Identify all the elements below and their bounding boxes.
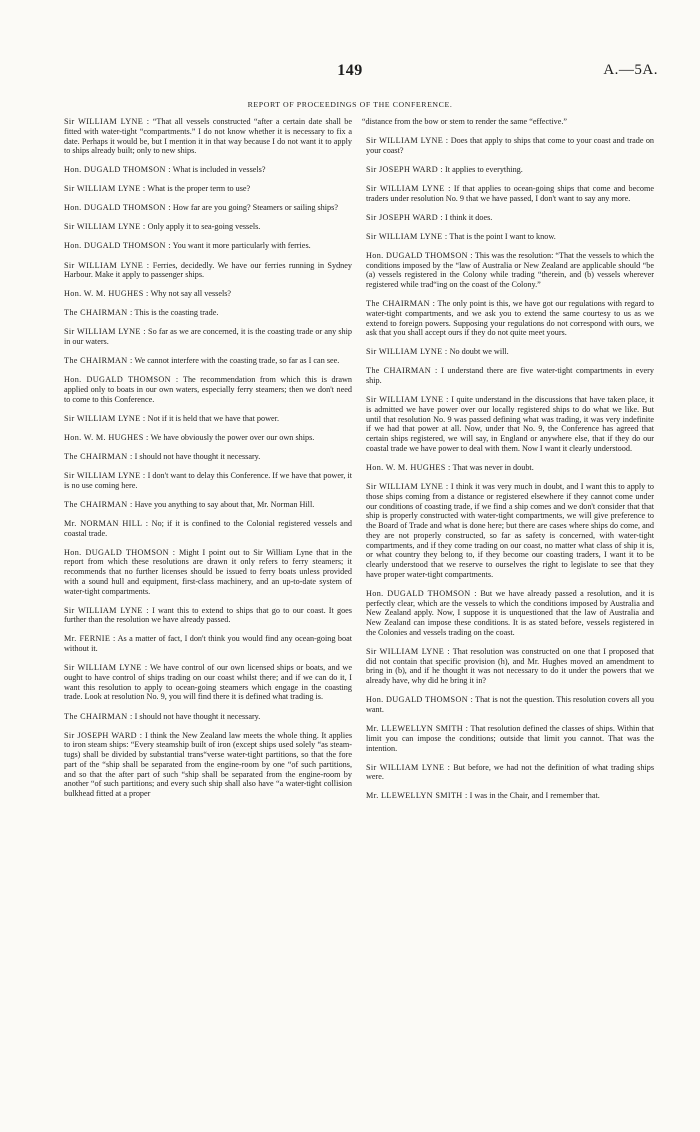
page-number: 149 xyxy=(337,62,363,79)
speech-text: How far are you going? Steamers or sailing ships? xyxy=(172,203,338,213)
speech-paragraph xyxy=(64,663,352,702)
speech-paragraph xyxy=(366,347,654,357)
speech-paragraph xyxy=(366,395,654,454)
speaker-name: Sir WILLIAM LYNE : xyxy=(64,260,150,270)
speech-paragraph xyxy=(64,184,352,194)
speaker-name: The CHAIRMAN : xyxy=(64,308,133,318)
speech-paragraph xyxy=(64,414,352,424)
speech-paragraph xyxy=(64,433,352,443)
speech-text: But we have already passed a resolution, and it is perfectly clear, which are the vessels to which the conditions imposed by Australia and New Zealand apply. Now, I suppose it is unquestioned that the law of Australia and New Zealand can impose these conditions. It is as stated before, vessels registered in the Colonies and vessels trading on the coast. xyxy=(366,588,655,637)
speaker-name: Sir WILLIAM LYNE : xyxy=(366,395,449,405)
speaker-name: Hon. DUGALD THOMSON : xyxy=(64,375,179,385)
speech-text: I should not have thought it necessary. xyxy=(134,451,261,461)
speech-text: That is not the question. This resolution covers all you want. xyxy=(366,695,654,714)
speech-text: That was never in doubt. xyxy=(452,463,534,473)
speech-paragraph xyxy=(64,500,352,510)
speech-text: I think it was very much in doubt, and I want this to apply to those ships coming from a distance or registered elsewhere if they cannot come under our conditions of coasting trade, if we find a ship comes and we don't consider that that ship is properly constructed with water-tight compartments, we will give preference to the Board of Trade and what is done here; but there are cases where ships do come, and they are not properly constructed, so far as safety is concerned, with water-tight compartments, and if they come trading on our coast, no matter what class of ship it is, or what country they belong to, if they become our coasting traders, I want it to be clearly understood that we reserve to ourselves the right to legislate to see that they have proper water-tight compartments. xyxy=(366,482,654,579)
speaker-name: The CHAIRMAN : xyxy=(64,499,133,509)
speech-paragraph xyxy=(64,165,352,175)
speech-paragraph xyxy=(64,241,352,251)
speech-paragraph xyxy=(64,731,352,799)
speech-text: This was the resolution: “That the vessels to which the conditions imposed by the “law of Australia or New Zealand are applicable should “be (a) vessels registered in the Colony while trading “therein, and (b) vessels wherever registered while trad“ing on the coast of the Colony.” xyxy=(366,250,654,290)
speech-text: I think it does. xyxy=(445,212,493,222)
speaker-name: Hon. W. M. HUGHES : xyxy=(366,463,451,473)
speech-text: That is the point I want to know. xyxy=(449,231,556,241)
speech-paragraph xyxy=(366,463,654,473)
speech-text: Does that apply to ships that come to your coast and trade on your coast? xyxy=(366,136,655,155)
speech-paragraph xyxy=(64,452,352,462)
speaker-name: The CHAIRMAN : xyxy=(366,366,438,376)
speaker-name: Sir WILLIAM LYNE : xyxy=(366,231,448,241)
speaker-name: The CHAIRMAN : xyxy=(64,356,133,366)
speech-text: Not if it is held that we have that power. xyxy=(147,413,279,423)
speaker-name: Mr. LLEWELLYN SMITH : xyxy=(366,791,468,801)
speaker-name: The CHAIRMAN : xyxy=(366,299,436,309)
speech-paragraph xyxy=(366,366,654,386)
speech-text: I don't want to delay this Conference. If we have that power, it is no use coming here. xyxy=(64,470,353,490)
speaker-name: Hon. DUGALD THOMSON : xyxy=(64,165,171,175)
speech-text: I understand there are five water-tight compartments in every ship. xyxy=(366,366,655,386)
speech-paragraph xyxy=(64,606,352,626)
speaker-name: Sir WILLIAM LYNE : xyxy=(366,347,448,357)
speech-paragraph xyxy=(366,184,654,204)
speaker-name: Sir WILLIAM LYNE : xyxy=(64,184,146,194)
speaker-name: Sir WILLIAM LYNE : xyxy=(366,762,451,772)
speech-paragraph xyxy=(64,519,352,539)
speech-text: It applies to everything. xyxy=(445,164,523,174)
speech-paragraph xyxy=(366,724,654,753)
speaker-name: Sir WILLIAM LYNE : xyxy=(64,663,148,673)
running-title: REPORT OF PROCEEDINGS OF THE CONFERENCE. xyxy=(247,100,453,109)
document-reference: A.—5A. xyxy=(603,62,658,78)
speaker-name: Sir WILLIAM LYNE : xyxy=(64,117,150,126)
speech-text: What is included in vessels? xyxy=(172,165,266,175)
speech-text: Only apply it to sea-going vessels. xyxy=(147,222,261,232)
speech-text: I think the New Zealand law meets the whole thing. It applies to iron steam ships: “Every steamship built of iron (except ships used solely “as steam-tugs) shall be divided by substantial trans“verse water-tight partitions, so that the fore part of the “ship shall be separated from the engine-room by one “of such partitions, and so that the after part of such “ship shall be separated from the engine-room by another “of such partitions; and every such ship shall also have “a water-tight collision bulkhead fitted at a proper xyxy=(64,730,353,799)
speaker-name: Sir WILLIAM LYNE : xyxy=(64,605,149,615)
speech-text: I should not have thought it necessary. xyxy=(134,711,261,721)
speech-paragraph xyxy=(366,165,654,175)
speech-paragraph xyxy=(366,482,654,580)
speech-paragraph xyxy=(366,647,654,686)
right-column xyxy=(361,117,655,810)
speaker-name: Hon. DUGALD THOMSON : xyxy=(366,695,474,705)
speaker-name: Mr. FERNIE : xyxy=(64,634,116,644)
speaker-name: Mr. LLEWELLYN SMITH : xyxy=(366,724,469,733)
speech-paragraph xyxy=(64,471,352,491)
speech-paragraph xyxy=(366,136,654,156)
speech-text: I want this to extend to ships that go to our coast. It goes further than the resolution we have already passed. xyxy=(64,605,352,625)
speech-paragraph xyxy=(366,695,654,715)
speech-text: As a matter of fact, I don't think you would find any ocean-going boat without it. xyxy=(64,634,352,654)
speech-text: That resolution was constructed on one that I proposed that did not contain that specific provision (h), and Mr. Hughes moved an amendment to bring in (b), and if he thought it was not necessary to do it under the powers that we already have, why did he bring it in? xyxy=(366,646,654,686)
speech-text: This is the coasting trade. xyxy=(134,308,219,318)
speech-paragraph xyxy=(366,251,654,290)
speech-text: “That all vessels constructed “after a certain date shall be fitted with water-tight “compartments.” I do not know whether it is necessary to fix a date. Perhaps it would be, but I mention it in that way because I do not want it to apply to ships already built; only to new ships. xyxy=(64,117,353,156)
speech-text: You want it more particularly with ferries. xyxy=(172,241,311,251)
speech-paragraph xyxy=(64,222,352,232)
speech-text: No doubt we will. xyxy=(449,347,509,357)
speech-paragraph xyxy=(366,232,654,242)
speech-text: But before, we had not the definition of what trading ships were. xyxy=(366,762,655,782)
speech-paragraph xyxy=(64,375,352,404)
speaker-name: Sir JOSEPH WARD : xyxy=(366,164,443,174)
speaker-name: The CHAIRMAN : xyxy=(64,451,133,461)
speaker-name: Sir WILLIAM LYNE : xyxy=(366,646,450,656)
speaker-name: Sir JOSEPH WARD : xyxy=(64,730,143,740)
speaker-name: Mr. NORMAN HILL : xyxy=(64,518,149,528)
speech-paragraph xyxy=(64,261,352,281)
speaker-name: Hon. W. M. HUGHES : xyxy=(64,432,149,442)
speaker-name: Hon. DUGALD THOMSON : xyxy=(366,250,473,260)
speaker-name: Sir WILLIAM LYNE : xyxy=(64,470,146,480)
speech-paragraph xyxy=(366,791,654,801)
speech-paragraph xyxy=(64,548,352,597)
speech-text: What is the proper term to use? xyxy=(147,184,251,194)
speech-text: I quite understand in the discussions that have taken place, it is admitted we have power over our locally registered ships to do what we like. But until that resolution No. 9 was passed defining what was trading, it was very indefinite if we had that power at all. Now, under that No. 9, the Conference has agreed that certain ships registered, we will say, in England or anywhere else, that if they do our coastal trade we have power to deal with them. Now I want it clearly understood. xyxy=(366,395,655,453)
speaker-name: The CHAIRMAN : xyxy=(64,711,133,721)
speech-text: Might I point out to Sir William Lyne that in the report from which these resolutions are drawn it only refers to ferry steamers; it recommends that no further licenses should be issued to ferry boats unless provided with a sound hull and equipment, first-class machinery, and an up-to-date system of water-tight compartments. xyxy=(64,547,352,596)
speech-text: Why not say all vessels? xyxy=(150,289,232,299)
speaker-name: Sir WILLIAM LYNE : xyxy=(64,222,146,232)
speech-text: So far as we are concerned, it is the coasting trade or any ship in our waters. xyxy=(64,327,352,347)
speech-paragraph xyxy=(64,289,352,299)
speech-paragraph xyxy=(64,203,352,213)
speaker-name: Sir WILLIAM LYNE : xyxy=(64,327,146,337)
speech-text: The only point is this, we have got our regulations with regard to water-tight compartments, and we ask you to extend the same courtesy to us as we extend to foreign powers. Supposing your regulations do not correspond with ours, we ask that you shall accept ours if they do not quite meet yours. xyxy=(366,299,655,338)
speech-text: We have control of our own licensed ships or boats, and we ought to have control of ships trading on our coast whilst there; and if we can do it, I want this resolution to apply to ocean-going steamers which engage in the coasting trade. Look at resolution No. 9, you will find there it is defined what trading is. xyxy=(64,663,352,702)
speech-paragraph xyxy=(64,117,352,156)
speech-paragraph xyxy=(64,356,352,366)
speech-paragraph xyxy=(361,117,654,127)
speech-text: “distance from the bow or stem to render the same “effective.” xyxy=(361,117,568,126)
speech-paragraph xyxy=(366,589,654,638)
speech-paragraph xyxy=(64,327,352,347)
speech-text: We have obviously the power over our own ships. xyxy=(150,432,315,442)
speech-text: Ferries, decidedly. We have our ferries running in Sydney Harbour. Make it apply to passenger ships. xyxy=(64,260,352,280)
speech-paragraph xyxy=(64,308,352,318)
speaker-name: Hon. DUGALD THOMSON : xyxy=(366,588,477,598)
speech-text: The recommendation from which this is drawn applied only to boats in our own waters, especially ferry steamers; then we don't need to come to this Conference. xyxy=(64,375,352,404)
speech-text: That resolution defined the classes of ships. Within that limit you can impose the conditions; outside that limit you cannot. That was the intention. xyxy=(366,724,654,753)
speaker-name: Sir WILLIAM LYNE : xyxy=(366,183,451,193)
speech-paragraph xyxy=(366,299,654,338)
speaker-name: Sir WILLIAM LYNE : xyxy=(366,136,449,146)
speech-paragraph xyxy=(366,763,654,783)
speech-text: If that applies to ocean-going ships that come and become traders under resolution No. 9 that we have passed, I don't want to say any more. xyxy=(366,183,654,203)
speaker-name: Sir JOSEPH WARD : xyxy=(366,212,443,222)
speech-text: I was in the Chair, and I remember that. xyxy=(469,791,600,801)
speech-text: We cannot interfere with the coasting trade, so far as I can see. xyxy=(134,356,340,366)
speaker-name: Sir WILLIAM LYNE : xyxy=(64,413,146,423)
speaker-name: Hon. DUGALD THOMSON : xyxy=(64,203,171,213)
speech-paragraph xyxy=(64,634,352,654)
speech-paragraph xyxy=(366,213,654,223)
speaker-name: Sir WILLIAM LYNE : xyxy=(366,482,449,492)
speaker-name: Hon. W. M. HUGHES : xyxy=(64,289,149,299)
speaker-name: Hon. DUGALD THOMSON : xyxy=(64,547,176,557)
speech-text: No; if it is confined to the Colonial registered vessels and coastal trade. xyxy=(64,518,353,538)
speaker-name: Hon. DUGALD THOMSON : xyxy=(64,241,171,251)
speech-paragraph xyxy=(64,712,352,722)
left-column xyxy=(64,117,352,808)
speech-text: Have you anything to say about that, Mr. Norman Hill. xyxy=(134,499,315,509)
